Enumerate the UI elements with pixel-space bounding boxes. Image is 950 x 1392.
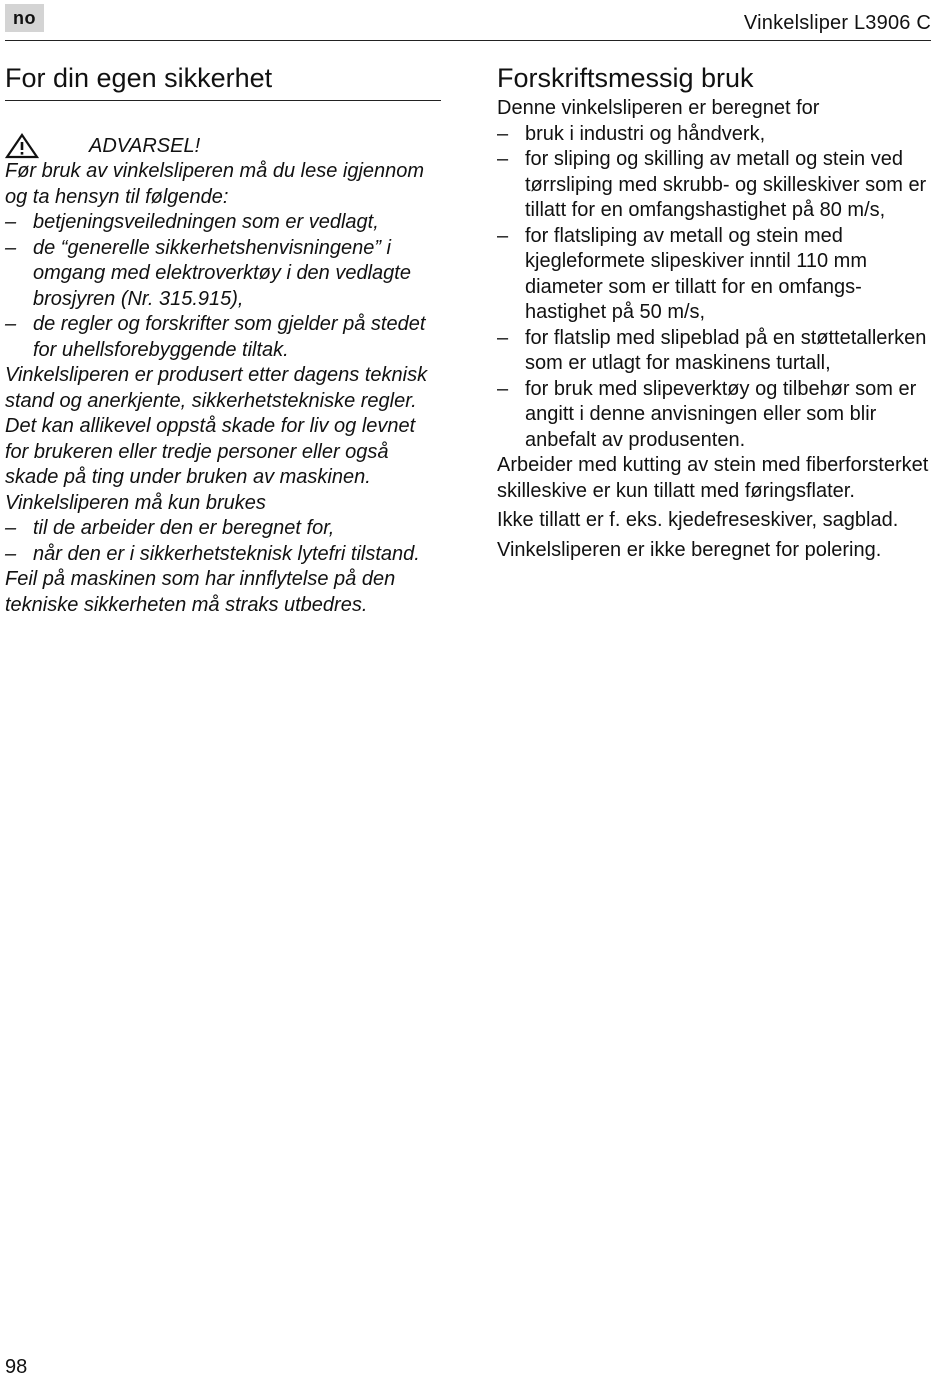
list-item: – de regler og forskrifter som gjelder på stedet for uhellsforebyggende tiltak. xyxy=(5,313,426,361)
list-item: – bruk i industri og håndverk, xyxy=(497,122,766,145)
safety-intro: Før bruk av vinkelsliperen må du lese igjennom og ta hensyn til følgende: xyxy=(5,160,425,208)
safety-section xyxy=(5,60,441,618)
intended-use-content xyxy=(497,96,931,563)
list-item: – for sliping og skilling av metall og stein ved tørrsliping med skrubb- og skilleskiver som er tillatt for en omfangshastighet på 80 m/s, xyxy=(497,148,927,221)
safety-section-title: For din egen sikkerhet xyxy=(5,60,441,101)
safety-list-2 xyxy=(5,516,441,567)
intended-use-paragraph-4: Vinkelsliperen er ikke beregnet for polering. xyxy=(497,538,882,561)
page-number: 98 xyxy=(5,1356,28,1378)
warning-heading xyxy=(5,133,441,159)
document-title: Vinkelsliper L3906 C xyxy=(743,12,931,34)
list-item: – de “generelle sikkerhetshenvisningene” i omgang med elektroverktøy i den vedlagte brosjyren (Nr. 315.915), xyxy=(5,236,411,310)
intended-use-paragraph-2: Arbeider med kutting av stein med fiberforsterket skilleskive er kun tillatt med føringsflater. xyxy=(497,454,929,502)
warning-triangle-icon xyxy=(5,133,39,159)
list-item: – betjeningsveiledningen som er vedlagt, xyxy=(5,211,379,233)
intended-use-section xyxy=(497,60,931,563)
intended-use-intro: Denne vinkelsliperen er beregnet for xyxy=(497,97,820,119)
intended-use-title: Forskriftsmessig bruk xyxy=(497,63,754,93)
header-rule xyxy=(5,40,931,41)
language-badge: no xyxy=(5,4,44,32)
intended-use-list xyxy=(497,122,931,454)
list-item: – for flatsliping av metall og stein med kjegleformete slipeskiver inntil 110 mm diameter som er tillatt for en omfangshastighet på 50 m/s, xyxy=(497,224,867,323)
warning-label: ADVARSEL! xyxy=(89,135,201,157)
safety-list-1 xyxy=(5,210,441,363)
safety-paragraph-2: Vinkelsliperen er produsert etter dagens teknisk stand og anerkjente, sikkerhetstekniske regler. Det kan allikevel oppstå skade for liv og levnet for brukeren eller tredje personer eller også skade på ting under bruken av maskinen. Vinkelsliperen må kun brukes xyxy=(5,364,428,514)
list-item: – for flatslip med slipeblad på en støttetallerken som er utlagt for maskinens turtall, xyxy=(497,326,927,374)
safety-paragraph-3: Feil på maskinen som har innflytelse på den tekniske sikkerheten må straks utbedres. xyxy=(5,568,396,616)
safety-section-content xyxy=(5,133,441,618)
list-item: – når den er i sikkerhetsteknisk lytefri tilstand. xyxy=(5,542,420,565)
list-item: – for bruk med slipeverktøy og tilbehør som er angitt i denne anvisningen eller som blir anbefalt av produsenten. xyxy=(497,377,917,451)
list-item: – til de arbeider den er beregnet for, xyxy=(5,517,335,539)
intended-use-paragraph-3: Ikke tillatt er f. eks. kjedefreseskiver, sagblad. xyxy=(497,509,899,531)
